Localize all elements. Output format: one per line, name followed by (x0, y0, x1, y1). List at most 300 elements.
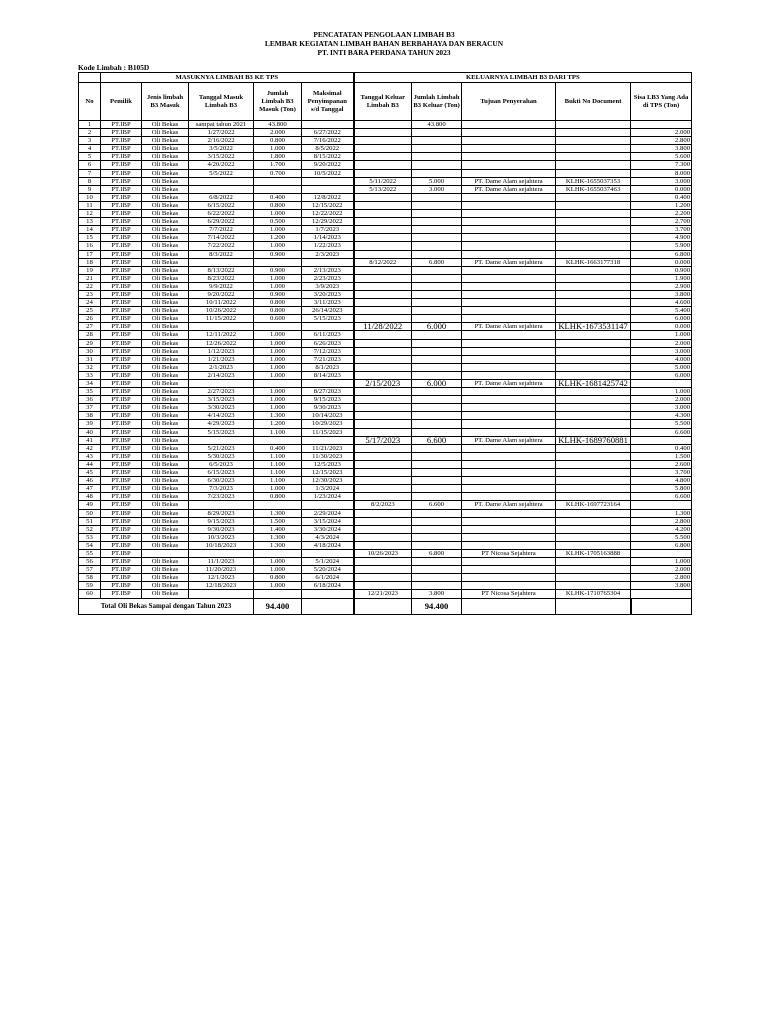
max-storage-date-cell: 1/14/2023 (302, 234, 354, 242)
max-storage-date-cell: 7/16/2022 (302, 137, 354, 145)
max-storage-date-cell: 11/21/2023 (302, 444, 354, 452)
amount-in-cell: 0.600 (254, 315, 302, 323)
amount-in-cell: 1.000 (254, 404, 302, 412)
date-in-cell (189, 590, 254, 598)
date-out-cell (354, 121, 412, 129)
remaining-stock-cell: 2.200 (631, 210, 692, 218)
amount-in-cell: 43.800 (254, 121, 302, 129)
remaining-stock-cell: 3.800 (631, 145, 692, 153)
remaining-stock-cell: 1.900 (631, 274, 692, 282)
max-storage-date-cell: 11/15/2023 (302, 428, 354, 436)
amount-out-cell (412, 153, 462, 161)
document-number-cell: KLHK-1663177318 (556, 258, 631, 266)
date-out-cell: 12/21/2023 (354, 590, 412, 598)
date-in-cell: 6/30/2023 (189, 477, 254, 485)
recipient-cell (462, 234, 556, 242)
date-out-cell (354, 444, 412, 452)
document-number-cell (556, 404, 631, 412)
waste-type-cell: Oli Bekas (142, 501, 189, 509)
waste-type-cell: Oli Bekas (142, 371, 189, 379)
date-in-cell: 9/20/2022 (189, 290, 254, 298)
table-row (79, 477, 692, 485)
recipient-cell: PT. Dame Alam sejahtera (462, 258, 556, 266)
amount-in-cell: 0.800 (254, 299, 302, 307)
owner-cell: PT.IBP (101, 258, 142, 266)
document-number-cell (556, 558, 631, 566)
document-number-cell: KLHK-1689760881 (556, 436, 631, 444)
date-in-cell (189, 258, 254, 266)
date-out-cell (354, 307, 412, 315)
max-storage-date-cell: 6/1/2024 (302, 574, 354, 582)
recipient-cell (462, 541, 556, 549)
max-storage-date-cell: 8/5/2022 (302, 145, 354, 153)
table-row (79, 210, 692, 218)
amount-in-cell: 1.000 (254, 355, 302, 363)
owner-cell: PT.IBP (101, 323, 142, 331)
waste-type-cell: Oli Bekas (142, 444, 189, 452)
amount-in-cell: 1.000 (254, 485, 302, 493)
remaining-stock-cell: 4.300 (631, 412, 692, 420)
table-row (79, 315, 692, 323)
waste-type-cell: Oli Bekas (142, 493, 189, 501)
col-maksimal-penyimpanan-header: Maksimal Penyimpanan s/d Tanggal (302, 83, 354, 121)
recipient-cell (462, 444, 556, 452)
amount-out-cell (412, 477, 462, 485)
owner-cell: PT.IBP (101, 549, 142, 557)
remaining-stock-cell: 6.000 (631, 315, 692, 323)
date-in-cell: 1/21/2023 (189, 355, 254, 363)
row-no-cell: 46 (79, 477, 101, 485)
amount-out-cell (412, 371, 462, 379)
amount-in-cell: 1.300 (254, 509, 302, 517)
row-no-cell: 11 (79, 201, 101, 209)
max-storage-date-cell: 3/11/2023 (302, 299, 354, 307)
row-no-cell: 52 (79, 525, 101, 533)
amount-out-cell (412, 161, 462, 169)
remaining-stock-cell: 3.700 (631, 469, 692, 477)
remaining-stock-cell: 5.400 (631, 307, 692, 315)
remaining-stock-cell: 6.600 (631, 493, 692, 501)
owner-cell: PT.IBP (101, 274, 142, 282)
amount-in-cell (254, 258, 302, 266)
date-in-cell: 2/1/2023 (189, 363, 254, 371)
owner-cell: PT.IBP (101, 307, 142, 315)
owner-cell: PT.IBP (101, 477, 142, 485)
row-no-cell: 48 (79, 493, 101, 501)
table-row (79, 388, 692, 396)
owner-cell: PT.IBP (101, 517, 142, 525)
amount-out-cell (412, 137, 462, 145)
recipient-cell (462, 558, 556, 566)
amount-out-cell: 43.800 (412, 121, 462, 129)
total-keluar: 94.400 (412, 598, 462, 614)
row-no-cell: 50 (79, 509, 101, 517)
owner-cell: PT.IBP (101, 509, 142, 517)
row-no-cell: 24 (79, 299, 101, 307)
document-number-cell (556, 331, 631, 339)
amount-in-cell (254, 436, 302, 444)
document-number-cell (556, 121, 631, 129)
date-in-cell: 4/14/2023 (189, 412, 254, 420)
remaining-stock-cell: 1.300 (631, 509, 692, 517)
date-in-cell: 12/26/2022 (189, 339, 254, 347)
date-out-cell (354, 242, 412, 250)
table-row (79, 509, 692, 517)
row-no-cell: 18 (79, 258, 101, 266)
amount-in-cell: 0.700 (254, 169, 302, 177)
remaining-stock-cell: 3.000 (631, 347, 692, 355)
row-no-cell: 1 (79, 121, 101, 129)
waste-type-cell: Oli Bekas (142, 566, 189, 574)
waste-type-cell: Oli Bekas (142, 193, 189, 201)
amount-out-cell (412, 469, 462, 477)
recipient-cell (462, 129, 556, 137)
recipient-cell (462, 210, 556, 218)
remaining-stock-cell: 3.800 (631, 290, 692, 298)
owner-cell: PT.IBP (101, 396, 142, 404)
amount-out-cell (412, 226, 462, 234)
remaining-stock-cell (631, 380, 692, 388)
max-storage-date-cell: 12/5/2023 (302, 460, 354, 468)
max-storage-date-cell (302, 501, 354, 509)
amount-out-cell (412, 485, 462, 493)
table-row (79, 323, 692, 331)
amount-out-cell (412, 460, 462, 468)
remaining-stock-cell: 6.000 (631, 371, 692, 379)
table-row (79, 129, 692, 137)
col-jumlah-keluar-header: Jumlah Limbah B3 Keluar (Ton) (412, 83, 462, 121)
date-out-cell (354, 412, 412, 420)
max-storage-date-cell: 2/13/2023 (302, 266, 354, 274)
document-number-cell (556, 250, 631, 258)
amount-out-cell (412, 347, 462, 355)
row-no-cell: 21 (79, 274, 101, 282)
table-row (79, 355, 692, 363)
recipient-cell (462, 428, 556, 436)
waste-log-table (78, 72, 692, 615)
amount-in-cell: 0.800 (254, 493, 302, 501)
owner-cell: PT.IBP (101, 452, 142, 460)
row-no-cell: 42 (79, 444, 101, 452)
recipient-cell (462, 347, 556, 355)
date-out-cell: 8/2/2023 (354, 501, 412, 509)
table-row (79, 444, 692, 452)
max-storage-date-cell: 10/29/2023 (302, 420, 354, 428)
amount-out-cell: 3.000 (412, 185, 462, 193)
waste-type-cell: Oli Bekas (142, 161, 189, 169)
document-number-cell (556, 363, 631, 371)
document-number-cell (556, 193, 631, 201)
document-number-cell (556, 525, 631, 533)
max-storage-date-cell: 12/8/2022 (302, 193, 354, 201)
table-row (79, 493, 692, 501)
owner-cell: PT.IBP (101, 533, 142, 541)
col-sisa-lb3-header: Sisa LB3 Yang Ada di TPS (Ton) (631, 83, 692, 121)
amount-out-cell (412, 299, 462, 307)
amount-in-cell: 1.000 (254, 339, 302, 347)
amount-out-cell (412, 145, 462, 153)
owner-cell: PT.IBP (101, 169, 142, 177)
recipient-cell (462, 574, 556, 582)
date-out-cell (354, 533, 412, 541)
recipient-cell: PT Nicosa Sejahtera (462, 549, 556, 557)
remaining-stock-cell: 2.800 (631, 517, 692, 525)
document-number-cell (556, 299, 631, 307)
recipient-cell (462, 161, 556, 169)
recipient-cell (462, 363, 556, 371)
table-row (79, 169, 692, 177)
recipient-cell (462, 412, 556, 420)
owner-cell: PT.IBP (101, 201, 142, 209)
date-in-cell: 7/23/2023 (189, 493, 254, 501)
remaining-stock-cell: 0.400 (631, 193, 692, 201)
row-no-cell: 60 (79, 590, 101, 598)
max-storage-date-cell: 8/14/2023 (302, 371, 354, 379)
amount-in-cell: 0.800 (254, 574, 302, 582)
table-row (79, 153, 692, 161)
waste-type-cell: Oli Bekas (142, 177, 189, 185)
max-storage-date-cell (302, 258, 354, 266)
amount-in-cell (254, 590, 302, 598)
remaining-stock-cell: 4.000 (631, 355, 692, 363)
amount-out-cell (412, 201, 462, 209)
table-row (79, 412, 692, 420)
max-storage-date-cell: 9/15/2023 (302, 396, 354, 404)
row-no-cell: 13 (79, 218, 101, 226)
date-out-cell (354, 266, 412, 274)
recipient-cell (462, 420, 556, 428)
max-storage-date-cell: 1/22/2023 (302, 242, 354, 250)
date-out-cell (354, 331, 412, 339)
document-number-cell (556, 266, 631, 274)
group-header-masuk: MASUKNYA LIMBAH B3 KE TPS (101, 73, 354, 83)
amount-in-cell (254, 177, 302, 185)
amount-in-cell: 1.000 (254, 347, 302, 355)
amount-in-cell: 1.100 (254, 477, 302, 485)
date-out-cell (354, 558, 412, 566)
owner-cell: PT.IBP (101, 137, 142, 145)
date-out-cell (354, 282, 412, 290)
remaining-stock-cell: 0.000 (631, 185, 692, 193)
title-line-2: LEMBAR KEGIATAN LIMBAH BAHAN BERBAHAYA DAN BERACUN (264, 39, 504, 49)
recipient-cell (462, 525, 556, 533)
remaining-stock-cell (631, 501, 692, 509)
max-storage-date-cell: 5/1/2024 (302, 558, 354, 566)
remaining-stock-cell: 1.000 (631, 558, 692, 566)
recipient-cell (462, 582, 556, 590)
row-no-cell: 23 (79, 290, 101, 298)
waste-type-cell: Oli Bekas (142, 380, 189, 388)
waste-type-cell: Oli Bekas (142, 533, 189, 541)
date-in-cell: 6/29/2022 (189, 218, 254, 226)
document-number-cell (556, 477, 631, 485)
remaining-stock-cell: 2.000 (631, 396, 692, 404)
waste-type-cell: Oli Bekas (142, 574, 189, 582)
date-in-cell: 8/29/2023 (189, 509, 254, 517)
date-in-cell: 7/14/2022 (189, 234, 254, 242)
recipient-cell (462, 477, 556, 485)
owner-cell: PT.IBP (101, 444, 142, 452)
recipient-cell (462, 469, 556, 477)
waste-type-cell: Oli Bekas (142, 129, 189, 137)
date-out-cell (354, 129, 412, 137)
document-number-cell (556, 509, 631, 517)
row-no-cell: 43 (79, 452, 101, 460)
amount-in-cell (254, 501, 302, 509)
date-out-cell (354, 161, 412, 169)
table-row (79, 137, 692, 145)
table-row (79, 501, 692, 509)
date-in-cell: 11/15/2022 (189, 315, 254, 323)
date-out-cell: 5/11/2022 (354, 177, 412, 185)
date-in-cell: 3/30/2023 (189, 404, 254, 412)
table-row (79, 436, 692, 444)
max-storage-date-cell: 1/3/2024 (302, 485, 354, 493)
date-in-cell: 2/27/2023 (189, 388, 254, 396)
recipient-cell (462, 331, 556, 339)
amount-out-cell: 6.600 (412, 436, 462, 444)
date-in-cell: 4/29/2023 (189, 420, 254, 428)
document-number-cell (556, 307, 631, 315)
max-storage-date-cell: 2/23/2023 (302, 274, 354, 282)
table-row (79, 242, 692, 250)
owner-cell: PT.IBP (101, 371, 142, 379)
amount-in-cell (254, 380, 302, 388)
waste-type-cell: Oli Bekas (142, 185, 189, 193)
max-storage-date-cell: 26/14/2023 (302, 307, 354, 315)
date-out-cell (354, 404, 412, 412)
table-row (79, 234, 692, 242)
owner-cell: PT.IBP (101, 469, 142, 477)
table-row (79, 290, 692, 298)
date-out-cell: 2/15/2023 (354, 380, 412, 388)
waste-type-cell: Oli Bekas (142, 412, 189, 420)
waste-type-cell: Oli Bekas (142, 509, 189, 517)
amount-in-cell: 0.800 (254, 137, 302, 145)
row-no-cell: 30 (79, 347, 101, 355)
row-no-cell: 45 (79, 469, 101, 477)
max-storage-date-cell (302, 380, 354, 388)
max-storage-date-cell: 10/5/2022 (302, 169, 354, 177)
date-in-cell (189, 549, 254, 557)
date-out-cell: 10/26/2023 (354, 549, 412, 557)
remaining-stock-cell (631, 121, 692, 129)
document-number-cell (556, 388, 631, 396)
document-number-cell (556, 566, 631, 574)
amount-out-cell (412, 250, 462, 258)
remaining-stock-cell: 5.500 (631, 533, 692, 541)
recipient-cell (462, 121, 556, 129)
waste-type-cell: Oli Bekas (142, 485, 189, 493)
document-number-cell (556, 201, 631, 209)
owner-cell: PT.IBP (101, 363, 142, 371)
amount-out-cell: 6.800 (412, 258, 462, 266)
totals-row (79, 598, 692, 614)
owner-cell: PT.IBP (101, 541, 142, 549)
date-in-cell: 6/8/2022 (189, 193, 254, 201)
totals-empty-cell (354, 598, 412, 614)
amount-out-cell (412, 525, 462, 533)
amount-out-cell: 6.000 (412, 380, 462, 388)
date-in-cell: 8/13/2022 (189, 266, 254, 274)
amount-out-cell (412, 274, 462, 282)
row-no-cell: 44 (79, 460, 101, 468)
amount-in-cell: 1.000 (254, 226, 302, 234)
waste-type-cell: Oli Bekas (142, 169, 189, 177)
remaining-stock-cell (631, 549, 692, 557)
col-bukti-no-document-header: Bukti No Document (556, 83, 631, 121)
table-row (79, 590, 692, 598)
table-row (79, 396, 692, 404)
document-number-cell (556, 469, 631, 477)
empty-header-cell (79, 73, 101, 83)
amount-out-cell (412, 404, 462, 412)
remaining-stock-cell: 7.300 (631, 161, 692, 169)
remaining-stock-cell: 2.800 (631, 137, 692, 145)
document-number-cell (556, 420, 631, 428)
waste-type-cell: Oli Bekas (142, 201, 189, 209)
max-storage-date-cell: 2/3/2023 (302, 250, 354, 258)
amount-in-cell: 0.800 (254, 307, 302, 315)
row-no-cell: 15 (79, 234, 101, 242)
max-storage-date-cell: 3/9/2023 (302, 282, 354, 290)
max-storage-date-cell: 5/20/2024 (302, 566, 354, 574)
date-out-cell (354, 274, 412, 282)
table-row (79, 218, 692, 226)
row-no-cell: 39 (79, 420, 101, 428)
max-storage-date-cell: 12/22/2022 (302, 210, 354, 218)
date-out-cell (354, 525, 412, 533)
max-storage-date-cell: 3/20/2023 (302, 290, 354, 298)
remaining-stock-cell: 0.000 (631, 323, 692, 331)
remaining-stock-cell: 1.500 (631, 452, 692, 460)
recipient-cell (462, 307, 556, 315)
date-in-cell: 8/3/2022 (189, 250, 254, 258)
col-tanggal-keluar-header: Tanggal Keluar Limbah B3 (354, 83, 412, 121)
row-no-cell: 36 (79, 396, 101, 404)
document-number-cell (556, 161, 631, 169)
owner-cell: PT.IBP (101, 590, 142, 598)
group-header-keluar: KELUARNYA LIMBAH B3 DARI TPS (354, 73, 692, 83)
remaining-stock-cell: 2.000 (631, 339, 692, 347)
date-in-cell: 4/20/2022 (189, 161, 254, 169)
max-storage-date-cell: 9/20/2022 (302, 161, 354, 169)
row-no-cell: 19 (79, 266, 101, 274)
table-row (79, 566, 692, 574)
waste-type-cell: Oli Bekas (142, 452, 189, 460)
document-number-cell: KLHK-1697723164 (556, 501, 631, 509)
recipient-cell: PT. Dame Alam sejahtera (462, 436, 556, 444)
max-storage-date-cell: 7/12/2023 (302, 347, 354, 355)
row-no-cell: 26 (79, 315, 101, 323)
owner-cell: PT.IBP (101, 129, 142, 137)
document-number-cell (556, 169, 631, 177)
table-row (79, 250, 692, 258)
row-no-cell: 33 (79, 371, 101, 379)
max-storage-date-cell: 12/15/2023 (302, 469, 354, 477)
col-tujuan-penyerahan-header: Tujuan Penyerahan (462, 83, 556, 121)
recipient-cell (462, 250, 556, 258)
date-out-cell (354, 452, 412, 460)
document-number-cell (556, 533, 631, 541)
date-in-cell: 2/14/2023 (189, 371, 254, 379)
remaining-stock-cell: 1.000 (631, 388, 692, 396)
amount-in-cell: 1.200 (254, 234, 302, 242)
date-in-cell: 3/15/2022 (189, 153, 254, 161)
recipient-cell (462, 517, 556, 525)
amount-out-cell (412, 566, 462, 574)
table-row (79, 420, 692, 428)
